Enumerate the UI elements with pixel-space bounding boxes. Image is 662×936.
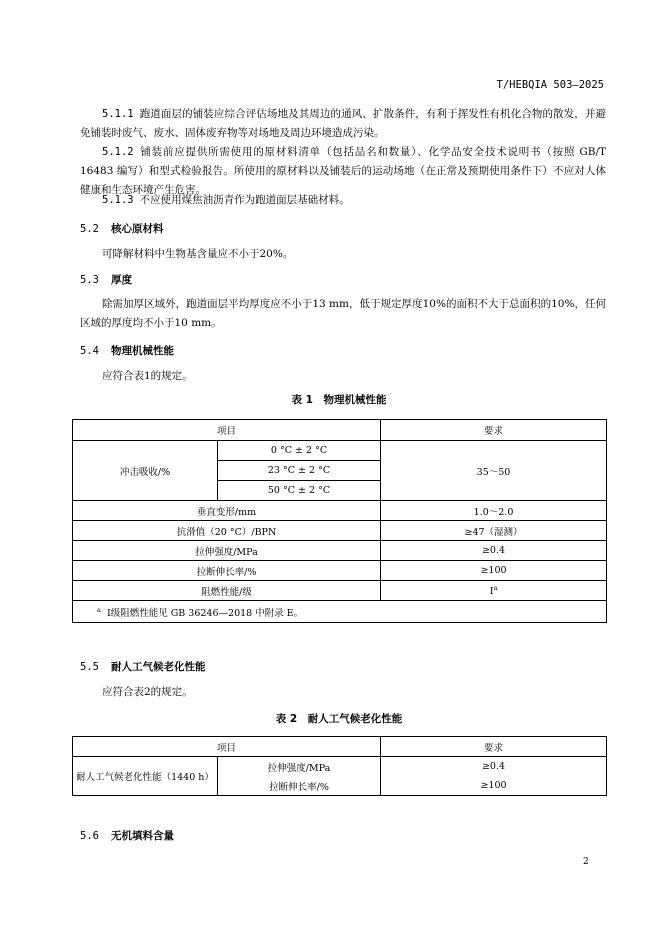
section-title: 耐人工气候老化性能 [110, 661, 206, 673]
row-item: 阻燃性能/级 [73, 581, 381, 601]
section-number: 5.5 [80, 661, 99, 673]
section-title: 厚度 [110, 274, 132, 286]
header-requirement: 要求 [381, 737, 607, 757]
section-heading-5-3 [80, 272, 132, 287]
table-row [73, 501, 607, 521]
clause-text: 跑道面层的铺装应综合评估场地及其周边的通风、扩散条件，有利于挥发性有机化合物的散发，并避免铺装时废气、废水、固体废弃物等对场地及周边环境造成污染。 [80, 108, 606, 139]
section-5-5-text: 应符合表2的规定。 [102, 686, 193, 698]
section-heading-5-5 [80, 659, 205, 674]
impact-temp: 0 °C ± 2 °C [218, 441, 381, 461]
table-1 [72, 419, 607, 623]
footnote-marker: a [97, 605, 101, 614]
section-heading-5-6 [80, 828, 174, 843]
table-2 [72, 736, 607, 796]
row-requirement: ≥100 [381, 776, 607, 796]
note-text: I级阻燃性能见 GB 36246—2018 中附录 E。 [106, 607, 304, 619]
row-item: 拉断伸长率/% [218, 776, 381, 796]
section-number: 5.3 [80, 274, 99, 286]
section-5-2-text: 可降解材料中生物基含量应不小于20%。 [102, 248, 294, 260]
impact-requirement: 35～50 [381, 441, 607, 501]
page-number: 2 [583, 857, 589, 867]
footnote-marker: a [493, 583, 498, 592]
clause-number: 5.1.1 [102, 108, 134, 120]
table-row [73, 581, 607, 601]
row-requirement: ≥100 [381, 561, 607, 581]
table-2-caption: 表 2 耐人工气候老化性能 [275, 713, 403, 725]
impact-temp: 50 °C ± 2 °C [218, 481, 381, 501]
clause-text: 铺装前应提供所需使用的原材料清单（包括品名和数量）、化学品安全技术说明书（按照 GB/T 16483 编写）和型式检验报告。所使用的原材料以及铺装后的运动场地（在正常及预期使用条件下）不应对人体健康和生态环境产生危害。 [80, 146, 606, 196]
row-requirement [381, 581, 607, 601]
header-item: 项目 [73, 420, 381, 441]
table-row [73, 757, 607, 777]
row-item: 拉伸强度/MPa [73, 541, 381, 561]
table-header-row [73, 420, 607, 441]
header-requirement: 要求 [381, 420, 607, 441]
table-row [73, 561, 607, 581]
table-row [73, 441, 607, 461]
row-item: 拉伸强度/MPa [218, 757, 381, 777]
table-header-row [73, 737, 607, 757]
row-requirement: ≥47（湿测） [381, 521, 607, 541]
clause-text: 不应使用煤焦油沥青作为跑道面层基础材料。 [139, 194, 350, 206]
group-label: 耐人工气候老化性能（1440 h） [73, 757, 218, 796]
row-requirement: 1.0～2.0 [381, 501, 607, 521]
table-1-caption: 表 1 物理机械性能 [291, 394, 387, 406]
section-heading-5-4 [80, 343, 174, 358]
section-5-4-text: 应符合表1的规定。 [102, 370, 193, 382]
section-title: 核心原材料 [110, 223, 164, 235]
section-5-3-text: 除需加厚区域外，跑道面层平均厚度应不小于13 mm，低于规定厚度10%的面积不大于总面积的10%，任何区域的厚度均不小于10 mm。 [80, 298, 606, 329]
section-number: 5.4 [80, 345, 99, 357]
row-item: 抗滑值（20 °C）/BPN [73, 521, 381, 541]
row-item: 垂直变形/mm [73, 501, 381, 521]
impact-temp: 23 °C ± 2 °C [218, 461, 381, 481]
document-code: T/HEBQIA 503—2025 [496, 79, 604, 91]
table-note-row [73, 601, 607, 623]
row-item: 拉断伸长率/% [73, 561, 381, 581]
table-row [73, 521, 607, 541]
section-number: 5.2 [80, 223, 99, 235]
section-heading-5-2 [80, 221, 163, 236]
clause-number: 5.1.2 [102, 146, 134, 158]
impact-label: 冲击吸收/% [73, 441, 218, 501]
table-row [73, 541, 607, 561]
row-requirement: ≥0.4 [381, 757, 607, 777]
header-item: 项目 [73, 737, 381, 757]
table-note [73, 601, 607, 623]
grade-value: I [489, 586, 494, 598]
section-title: 无机填料含量 [110, 830, 174, 842]
section-number: 5.6 [80, 830, 99, 842]
clause-number: 5.1.3 [102, 194, 134, 206]
clause-5-1-1 [80, 105, 606, 143]
row-requirement: ≥0.4 [381, 541, 607, 561]
clause-5-1-3 [80, 191, 606, 210]
section-title: 物理机械性能 [110, 345, 174, 357]
